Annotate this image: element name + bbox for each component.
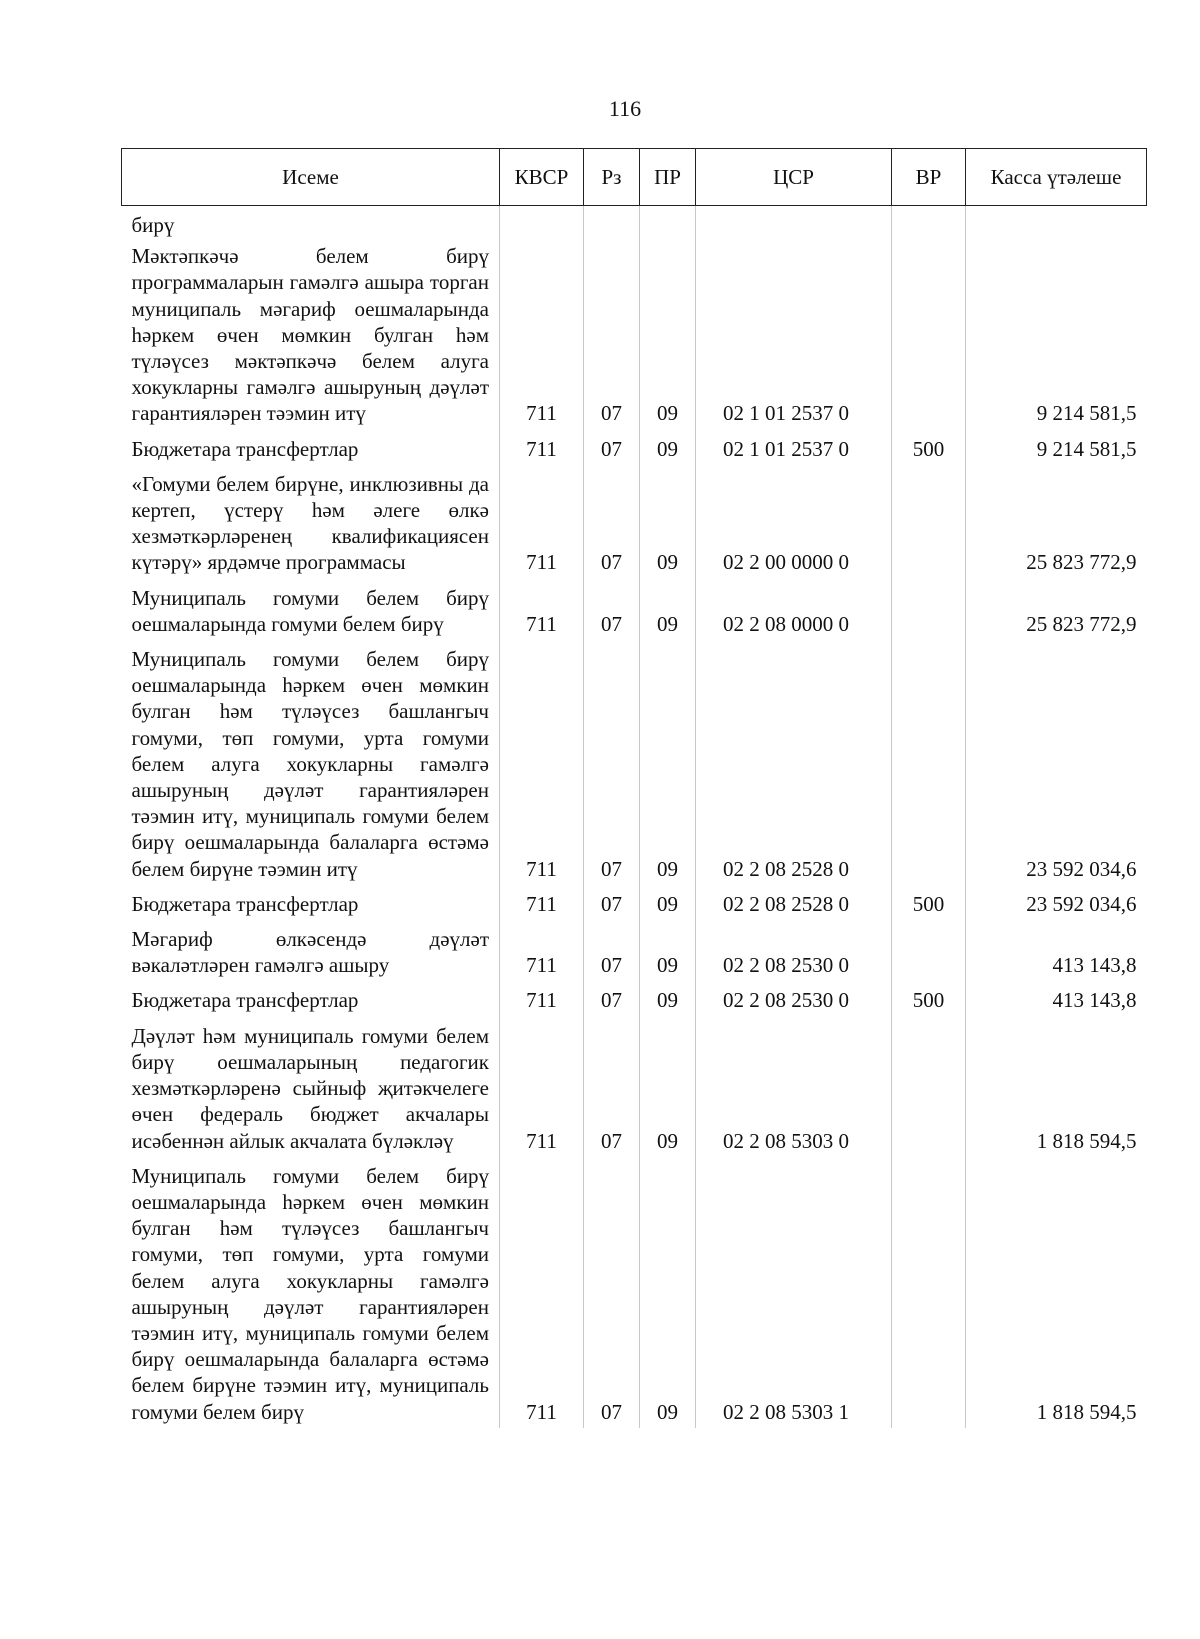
row-vr	[892, 206, 966, 242]
budget-table	[121, 148, 1147, 1428]
row-rz: 07	[584, 430, 640, 465]
row-pr: 09	[640, 885, 696, 920]
row-rz: 07	[584, 579, 640, 640]
row-csr: 02 1 01 2537 0	[696, 430, 892, 465]
row-amount: 413 143,8	[966, 981, 1147, 1016]
table-row	[122, 640, 1147, 885]
row-vr: 500	[892, 885, 966, 920]
table-header-row	[122, 149, 1147, 206]
row-csr: 02 2 08 5303 1	[696, 1157, 892, 1428]
row-pr: 09	[640, 465, 696, 579]
row-vr	[892, 241, 966, 429]
row-rz: 07	[584, 1157, 640, 1428]
row-pr: 09	[640, 241, 696, 429]
row-vr	[892, 465, 966, 579]
table-row	[122, 465, 1147, 579]
row-csr: 02 2 00 0000 0	[696, 465, 892, 579]
row-rz: 07	[584, 885, 640, 920]
row-rz: 07	[584, 640, 640, 885]
row-amount: 25 823 772,9	[966, 579, 1147, 640]
row-name: Бюджетара трансфертлар	[122, 430, 500, 465]
row-kvsr: 711	[500, 430, 584, 465]
row-pr: 09	[640, 981, 696, 1016]
row-pr	[640, 206, 696, 242]
row-vr	[892, 1157, 966, 1428]
row-csr: 02 1 01 2537 0	[696, 241, 892, 429]
row-pr: 09	[640, 1157, 696, 1428]
row-csr: 02 2 08 0000 0	[696, 579, 892, 640]
row-csr: 02 2 08 2528 0	[696, 885, 892, 920]
header-vr: ВР	[892, 149, 966, 206]
row-name: Мәгариф өлкәсендә дәүләт вәкаләтләрен гамәлгә ашыру	[122, 920, 500, 981]
row-name: Бюджетара трансфертлар	[122, 885, 500, 920]
row-amount: 23 592 034,6	[966, 885, 1147, 920]
table-row	[122, 885, 1147, 920]
table-row	[122, 1017, 1147, 1157]
row-rz: 07	[584, 241, 640, 429]
row-name: Мәктәпкәчә белем бирү программаларын гамәлгә ашыра торган муниципаль мәгариф оешмаларында һәркем өчен мөмкин булган һәм түләүсез мәктәпкәчә белем алуга хокукларны гамәлгә ашыруның дәүләт гарантияләрен тәэмин итү	[122, 241, 500, 429]
row-kvsr: 711	[500, 1157, 584, 1428]
row-csr: 02 2 08 2530 0	[696, 981, 892, 1016]
row-name: Муниципаль гомуми белем бирү оешмаларында һәркем өчен мөмкин булган һәм түләүсез башлангыч гомуми, төп гомуми, урта гомуми белем алуга хокукларны гамәлгә ашыруның дәүләт гарантияләрен тәэмин итү, муниципаль гомуми белем бирү оешмаларында балаларга өстәмә белем бирүне тәэмин итү, муниципаль гомуми белем бирү	[122, 1157, 500, 1428]
row-name: Бюджетара трансфертлар	[122, 981, 500, 1016]
table-row	[122, 579, 1147, 640]
row-vr	[892, 640, 966, 885]
row-amount: 25 823 772,9	[966, 465, 1147, 579]
row-kvsr: 711	[500, 640, 584, 885]
row-amount	[966, 206, 1147, 242]
row-vr: 500	[892, 430, 966, 465]
row-amount: 1 818 594,5	[966, 1017, 1147, 1157]
row-kvsr: 711	[500, 920, 584, 981]
row-rz	[584, 206, 640, 242]
row-kvsr	[500, 206, 584, 242]
row-kvsr: 711	[500, 1017, 584, 1157]
header-kassa: Касса үтәлеше	[966, 149, 1147, 206]
table-row	[122, 1157, 1147, 1428]
table-row	[122, 981, 1147, 1016]
row-pr: 09	[640, 430, 696, 465]
row-pr: 09	[640, 920, 696, 981]
row-amount: 1 818 594,5	[966, 1157, 1147, 1428]
budget-table-container	[121, 148, 1146, 1428]
row-rz: 07	[584, 920, 640, 981]
table-row	[122, 206, 1147, 242]
page-number: 116	[608, 96, 642, 121]
row-csr: 02 2 08 2528 0	[696, 640, 892, 885]
row-vr	[892, 1017, 966, 1157]
header-csr: ЦСР	[696, 149, 892, 206]
row-csr: 02 2 08 2530 0	[696, 920, 892, 981]
row-amount: 23 592 034,6	[966, 640, 1147, 885]
row-name: Муниципаль гомуми белем бирү оешмаларында гомуми белем бирү	[122, 579, 500, 640]
row-pr: 09	[640, 579, 696, 640]
row-kvsr: 711	[500, 579, 584, 640]
header-kvsr: КВСР	[500, 149, 584, 206]
row-rz: 07	[584, 1017, 640, 1157]
row-rz: 07	[584, 465, 640, 579]
row-pr: 09	[640, 1017, 696, 1157]
row-kvsr: 711	[500, 981, 584, 1016]
row-pr: 09	[640, 640, 696, 885]
row-name: «Гомуми белем бирүне, инклюзивны да кертеп, үстерү һәм әлеге өлкә хезмәткәрләренең квалификациясен күтәрү» ярдәмче программасы	[122, 465, 500, 579]
row-rz: 07	[584, 981, 640, 1016]
row-name: Дәүләт һәм муниципаль гомуми белем бирү оешмаларының педагогик хезмәткәрләренә сыйныф җитәкчелеге өчен федераль бюджет акчалары исәбеннән айлык акчалата бүләкләү	[122, 1017, 500, 1157]
row-name: Муниципаль гомуми белем бирү оешмаларында һәркем өчен мөмкин булган һәм түләүсез башлангыч гомуми, төп гомуми, урта гомуми белем алуга хокукларны гамәлгә ашыруның дәүләт гарантияләрен тәэмин итү, муниципаль гомуми белем бирү оешмаларында балаларга өстәмә белем бирүне тәэмин итү	[122, 640, 500, 885]
row-vr	[892, 920, 966, 981]
row-vr: 500	[892, 981, 966, 1016]
row-name: бирү	[122, 206, 500, 242]
row-kvsr: 711	[500, 241, 584, 429]
table-row	[122, 241, 1147, 429]
header-pr: ПР	[640, 149, 696, 206]
row-csr: 02 2 08 5303 0	[696, 1017, 892, 1157]
row-vr	[892, 579, 966, 640]
header-name: Исеме	[122, 149, 500, 206]
row-csr	[696, 206, 892, 242]
header-rz: Рз	[584, 149, 640, 206]
row-amount: 9 214 581,5	[966, 241, 1147, 429]
row-amount: 9 214 581,5	[966, 430, 1147, 465]
row-kvsr: 711	[500, 465, 584, 579]
row-amount: 413 143,8	[966, 920, 1147, 981]
row-kvsr: 711	[500, 885, 584, 920]
table-row	[122, 430, 1147, 465]
table-row	[122, 920, 1147, 981]
